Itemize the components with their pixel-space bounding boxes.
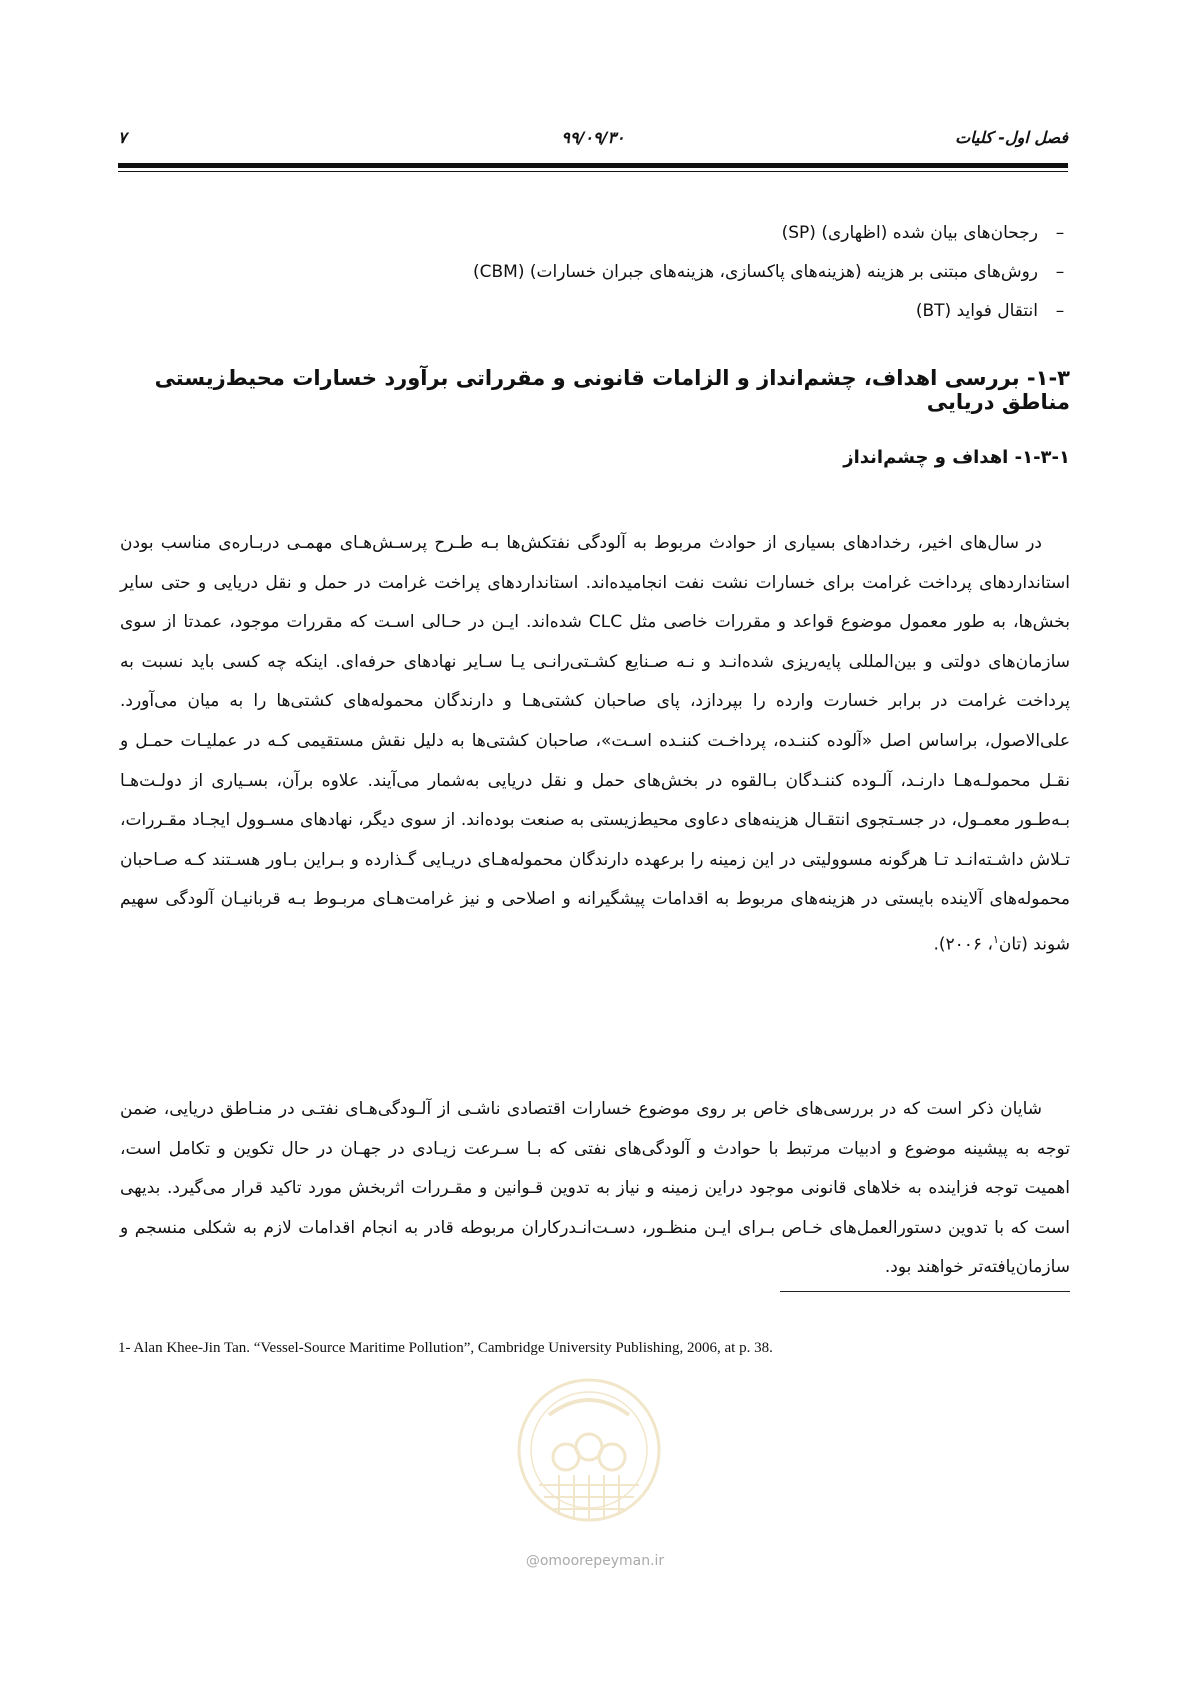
footnote-separator [780,1291,1070,1292]
paragraph-2: شایان ذکر است که در بررسی‌های خاص بر روی موضوع خسارات اقتصادی ناشـی از آلـودگی‌هـای نفتـی در منـاطق دریایی، ضمن توجه به پیشینه موضوع و ادبیات مرتبط با حوادث و آلودگی‌های نفتی که بـا سـرعت زیـادی در جهـان در حال تکوین و تکامل است، اهمیت توجه فزاینده به خلاهای قانونی موجود دراین زمینه و نیاز به تدوین قـوانین و مقـررات اثربخش مورد تاکید قرار می‌گیرد. بدیهی است که با تدوین دستورالعمل‌های خـاص بـرای ایـن منظـور، دسـت‌انـدرکاران مربوطه قادر به انجام اقدامات لازم به شکلی منسجم و سازمان‌یافته‌تر خواهند بود. [120,1099,1070,1278]
list-item [473,257,1070,287]
header-rule-thin [118,171,1068,172]
list-item [473,296,1070,326]
bullet-marker: – [1055,223,1065,243]
footnote-reference[interactable]: ۱ [992,932,999,946]
page-header [118,128,1068,158]
header-date: ۹۹/۰۹/۳۰ [561,128,625,147]
chapter-title: فصل اول- کلیات [955,128,1068,147]
method-list [473,218,1070,335]
list-item-text: روش‌های مبتنی بر هزینه (هزینه‌های پاکسازی، هزینه‌های جبران خسارات) (CBM) [472,262,1038,282]
page-number: ۷ [118,128,127,147]
omoore-peyman-seal-icon [514,1375,664,1525]
paragraph-1 [120,524,1070,965]
list-item-text: انتقال فواید (BT) [915,301,1038,321]
footnote: 1- Alan Khee-Jin Tan. “Vessel-Source Maritime Pollution”, Cambridge University Publishing, 2006, at p. 38. [118,1340,773,1356]
subsection-heading: ۱-۳-۱- اهداف و چشم‌انداز [843,447,1070,468]
paragraph-1-text: در سال‌های اخیر، رخدادهای بسیاری از حوادث مربوط به آلودگی نفتکش‌ها بـه طـرح پرسـش‌هـای مهمـی دربـاره‌ی مناسب بودن استانداردهای پرداخت غرامت برای خسارات نشت نفت انجامیده‌اند. استانداردهای پراخت غرامت در حمل و نقل دریایی و حتی سایر بخش‌ها، به طور معمول موضوع قواعد و مقررات خاصی مثل CLC شده‌اند. ایـن در حـالی اسـت که مقررات موجود، عمدتا از سوی سازمان‌های دولتی و بین‌المللی پایه‌ریزی شده‌انـد و نـه صـنایع کشـتی‌رانـی یـا سـایر نهادهای حرفه‌ای. اینکه چه کسی باید نسبت به پرداخت غرامت در برابر خسارت وارده را بپردازد، پای صاحبان کشتی‌هـا و دارندگان محموله‌های کشتی‌ها را به میان می‌آورد. علی‌الاصول، براساس اصل «آلوده کننـده، پرداخـت کننـده اسـت»، صاحبان کشتی‌ها به دلیل نقش مستقیمی کـه در عملیـات حمـل و نقـل محمولـه‌هـا دارنـد، آلـوده کننـدگان بـالقوه در بخش‌های حمل و نقل دریایی به‌شمار می‌آیند. علاوه برآن، بسـیاری از دولـت‌هـا بـه‌طـور معمـول، در جسـتجوی انتقـال هزینه‌های دعاوی محیط‌زیستی به صنعت بوده‌اند. از سوی دیگر، نهادهای مسـوول ایجـاد مقـررات، تـلاش داشـته‌انـد تـا هرگونه مسوولیتی در این زمینه را برعهده دارندگان محموله‌هـای دریـایی گـذارده و بـراین بـاور هسـتند کـه صـاحبان محموله‌های آلاینده بایستی در هزینه‌های مربوط به اقدامات پیشگیرانه و اصلاحی و نیز غرامت‌هـای مربـوط بـه قربانیـان آلودگی سهیم شوند (تان [120,533,1070,955]
bullet-marker: – [1055,262,1065,282]
bullet-marker: – [1055,301,1065,321]
list-item-text: رجحان‌های بیان شده (اظهاری) (SP) [781,223,1038,243]
section-heading: ۱-۳- بررسی اهداف، چشم‌انداز و الزامات قانونی و مقرراتی برآورد خسارات محیط‌زیستی مناطق دریایی [154,366,1070,414]
watermark-site: @omoorepeyman.ir [525,1553,665,1569]
list-item [473,218,1070,248]
paragraph-1-citation: ، ۲۰۰۶). [933,934,993,955]
header-rule-thick [118,163,1068,168]
